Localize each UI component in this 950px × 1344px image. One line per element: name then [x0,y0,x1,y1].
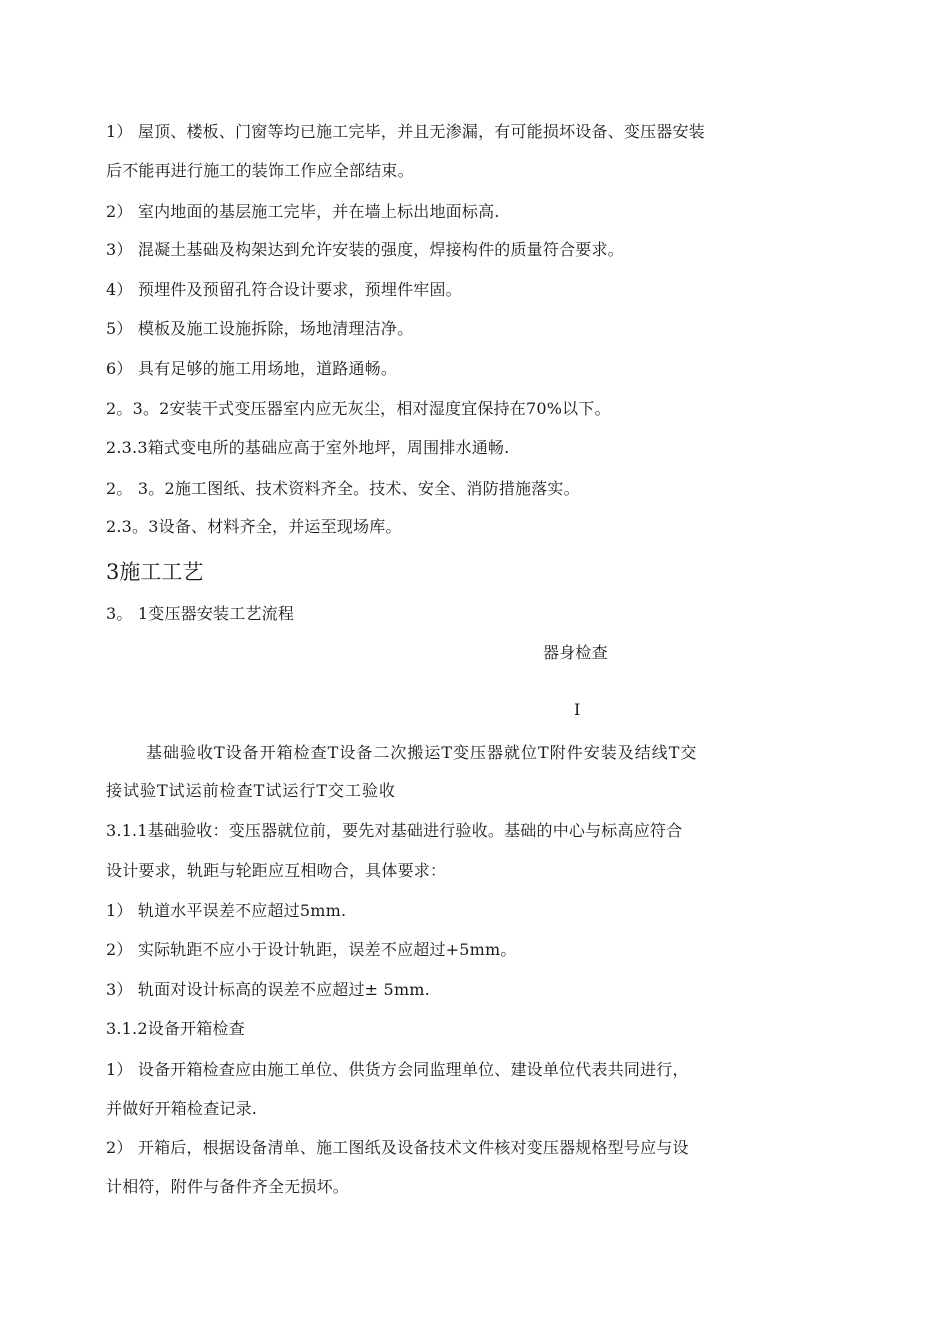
flow-top-label: 器身检查 [543,643,608,662]
text-line: 2。 3。2施工图纸、技术资料齐全。技术、安全、消防措施落实。 [106,479,580,498]
text-line: 3） 轨面对设计标高的误差不应超过± 5mm. [106,980,430,999]
flow-connector: I [574,700,581,719]
text-line: 并做好开箱检查记录. [106,1099,258,1118]
text-line: 2.3。3设备、材料齐全，并运至现场库。 [106,517,402,536]
text-line: 2。3。2安装干式变压器室内应无灰尘，相对湿度宜保持在70%以下。 [106,399,611,418]
text-line: 4） 预埋件及预留孔符合设计要求，预埋件牢固。 [106,280,462,299]
text-line: 设计要求，轨距与轮距应互相吻合，具体要求： [106,861,447,880]
text-line: 2） 实际轨距不应小于设计轨距，误差不应超过+5mm。 [106,940,517,959]
text-line: 2.3.3箱式变电所的基础应高于室外地坪，周围排水通畅. [106,438,510,457]
text-line: 5） 模板及施工设施拆除，场地清理洁净。 [106,319,414,338]
text-line: 1） 设备开箱检查应由施工单位、供货方会同监理单位、建设单位代表共同进行， [106,1060,689,1079]
flow-line: 基础验收T设备开箱检查T设备二次搬运T变压器就位T附件安装及结线T交 [146,743,698,762]
text-line: 3.1.2设备开箱检查 [106,1019,245,1038]
text-line: 计相符，附件与备件齐全无损坏。 [106,1177,350,1196]
text-line: 1） 屋顶、楼板、门窗等均已施工完毕，并且无渗漏，有可能损坏设备、变压器安装 [106,122,705,141]
text-line: 6） 具有足够的施工用场地，道路通畅。 [106,359,398,378]
subsection-heading: 3。 1变压器安装工艺流程 [106,604,295,623]
text-line: 2） 室内地面的基层施工完毕，并在墙上标出地面标高. [106,202,500,221]
text-line: 2） 开箱后，根据设备清单、施工图纸及设备技术文件核对变压器规格型号应与设 [106,1138,689,1157]
text-line: 3） 混凝土基础及构架达到允许安装的强度，焊接构件的质量符合要求。 [106,240,624,259]
section-heading: 3施工工艺 [106,560,204,584]
flow-line: 接试验T试运前检查T试运行T交工验收 [106,781,397,800]
text-line: 1） 轨道水平误差不应超过5mm. [106,901,347,920]
text-line: 3.1.1基础验收：变压器就位前，要先对基础进行验收。基础的中心与标高应符合 [106,821,683,840]
text-line: 后不能再进行施工的装饰工作应全部结束。 [106,161,414,180]
